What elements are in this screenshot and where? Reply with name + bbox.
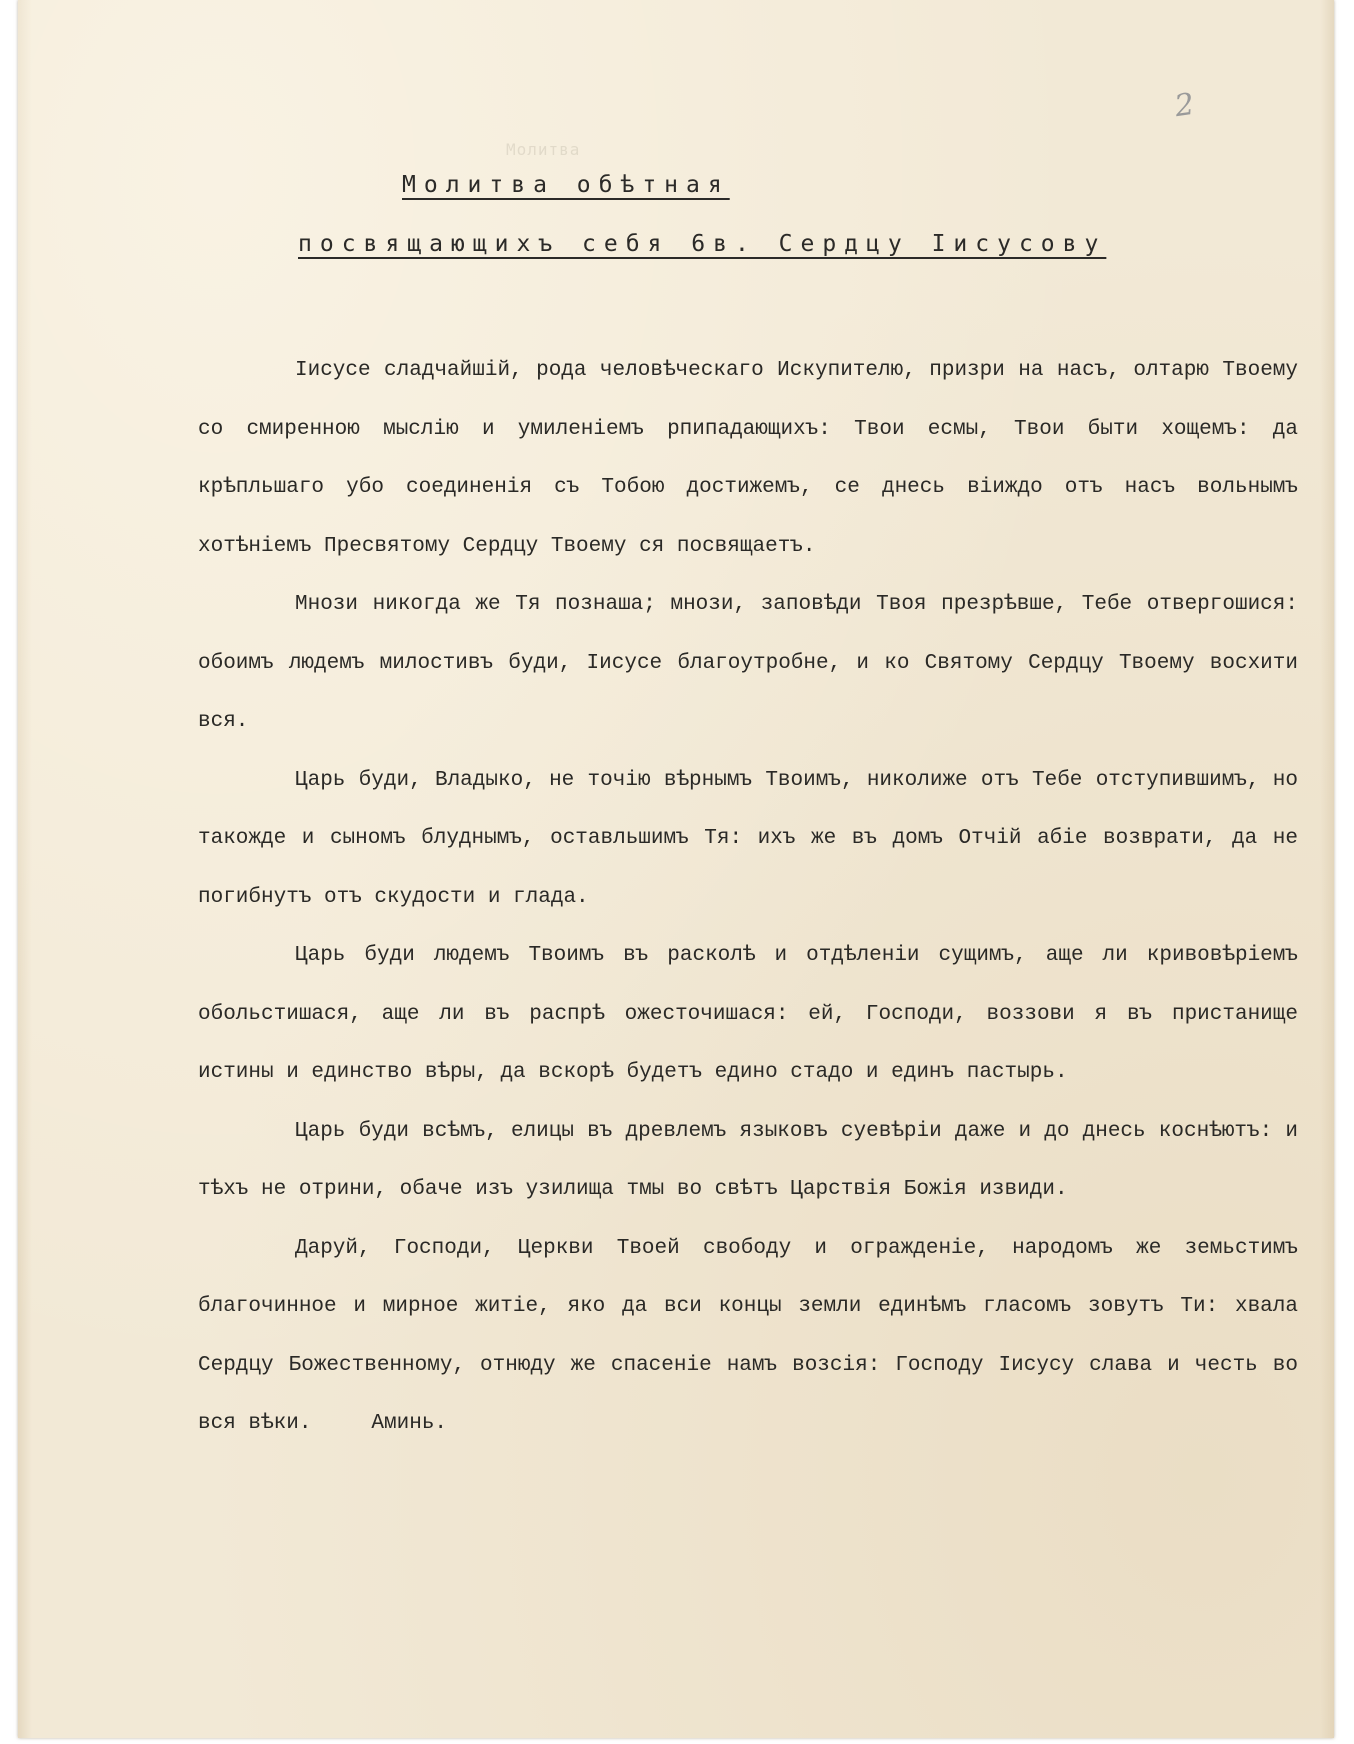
title-line-1: Молитва обѣтная	[402, 172, 730, 198]
page-number: 2	[1172, 86, 1197, 125]
paragraph-4: Царь буди людемъ Твоимъ въ расколѣ и отдѣленіи сущимъ, аще ли кривовѣріемъ обольстишася, аще ли въ распрѣ ожесточишася: ей, Господи, воззови я въ пристанище истины и единство вѣры, да вскорѣ будетъ едино стадо и единъ пастырь.	[198, 944, 1298, 1084]
paragraph-2: Мнози никогда же Тя познаша; мнози, заповѣди Твоя презрѣвше, Тебе отвергошися: обоимъ людемъ милостивъ буди, Іисусе благоутробне, и ко Святому Сердцу Твоему восхити вся.	[198, 593, 1298, 733]
paragraph-3: Царь буди, Владыко, не точію вѣрнымъ Твоимъ, николиже отъ Тебе отступившимъ, но такожде и сыномъ блуднымъ, оставльшимъ Тя: ихъ же въ домъ Отчій абіе возврати, да не погибнутъ отъ скудости и глада.	[198, 768, 1298, 909]
typewritten-page	[18, 0, 1334, 1738]
closing-amen: Аминь.	[371, 1412, 448, 1435]
paragraph-1: Іисусе сладчайшій, рода человѣческаго Искупителю, призри на насъ, олтарю Твоему со смиренною мыслію и умиленіемъ рпипадающихъ: Твои есмы, Твои быти хощемъ: да крѣпльшаго убо соединенія съ Тобою достижемъ, се днесь віиждо отъ насъ вольнымъ хотѣніемъ Пресвятому Сердцу Твоему ся посвящаетъ.	[198, 359, 1298, 558]
paragraph-5: Царь буди всѣмъ, елицы въ древлемъ языковъ суевѣріи даже и до днесь коснѣютъ: и тѣхъ не отрини, обаче изъ узилища тмы во свѣтъ Царствія Божія извиди.	[198, 1119, 1298, 1201]
paragraph-6-text: Даруй, Господи, Церкви Твоей свободу и огражденіе, народомъ же земьстимъ благочинное и мирное житіе, яко да вси концы земли единѣмъ гласомъ зовутъ Ти: хвала Сердцу Божественному, отнюду же спасеніе намъ возсія: Господу Іисусу слава и честь во вся вѣки.	[198, 1236, 1298, 1435]
title-line-2: посвящающихъ себя 6в. Сердцу Іисусову	[298, 231, 1107, 257]
faint-show-through-text: Молитва	[506, 140, 581, 159]
prayer-body	[198, 342, 1298, 1454]
paragraph-6	[198, 1220, 1298, 1454]
